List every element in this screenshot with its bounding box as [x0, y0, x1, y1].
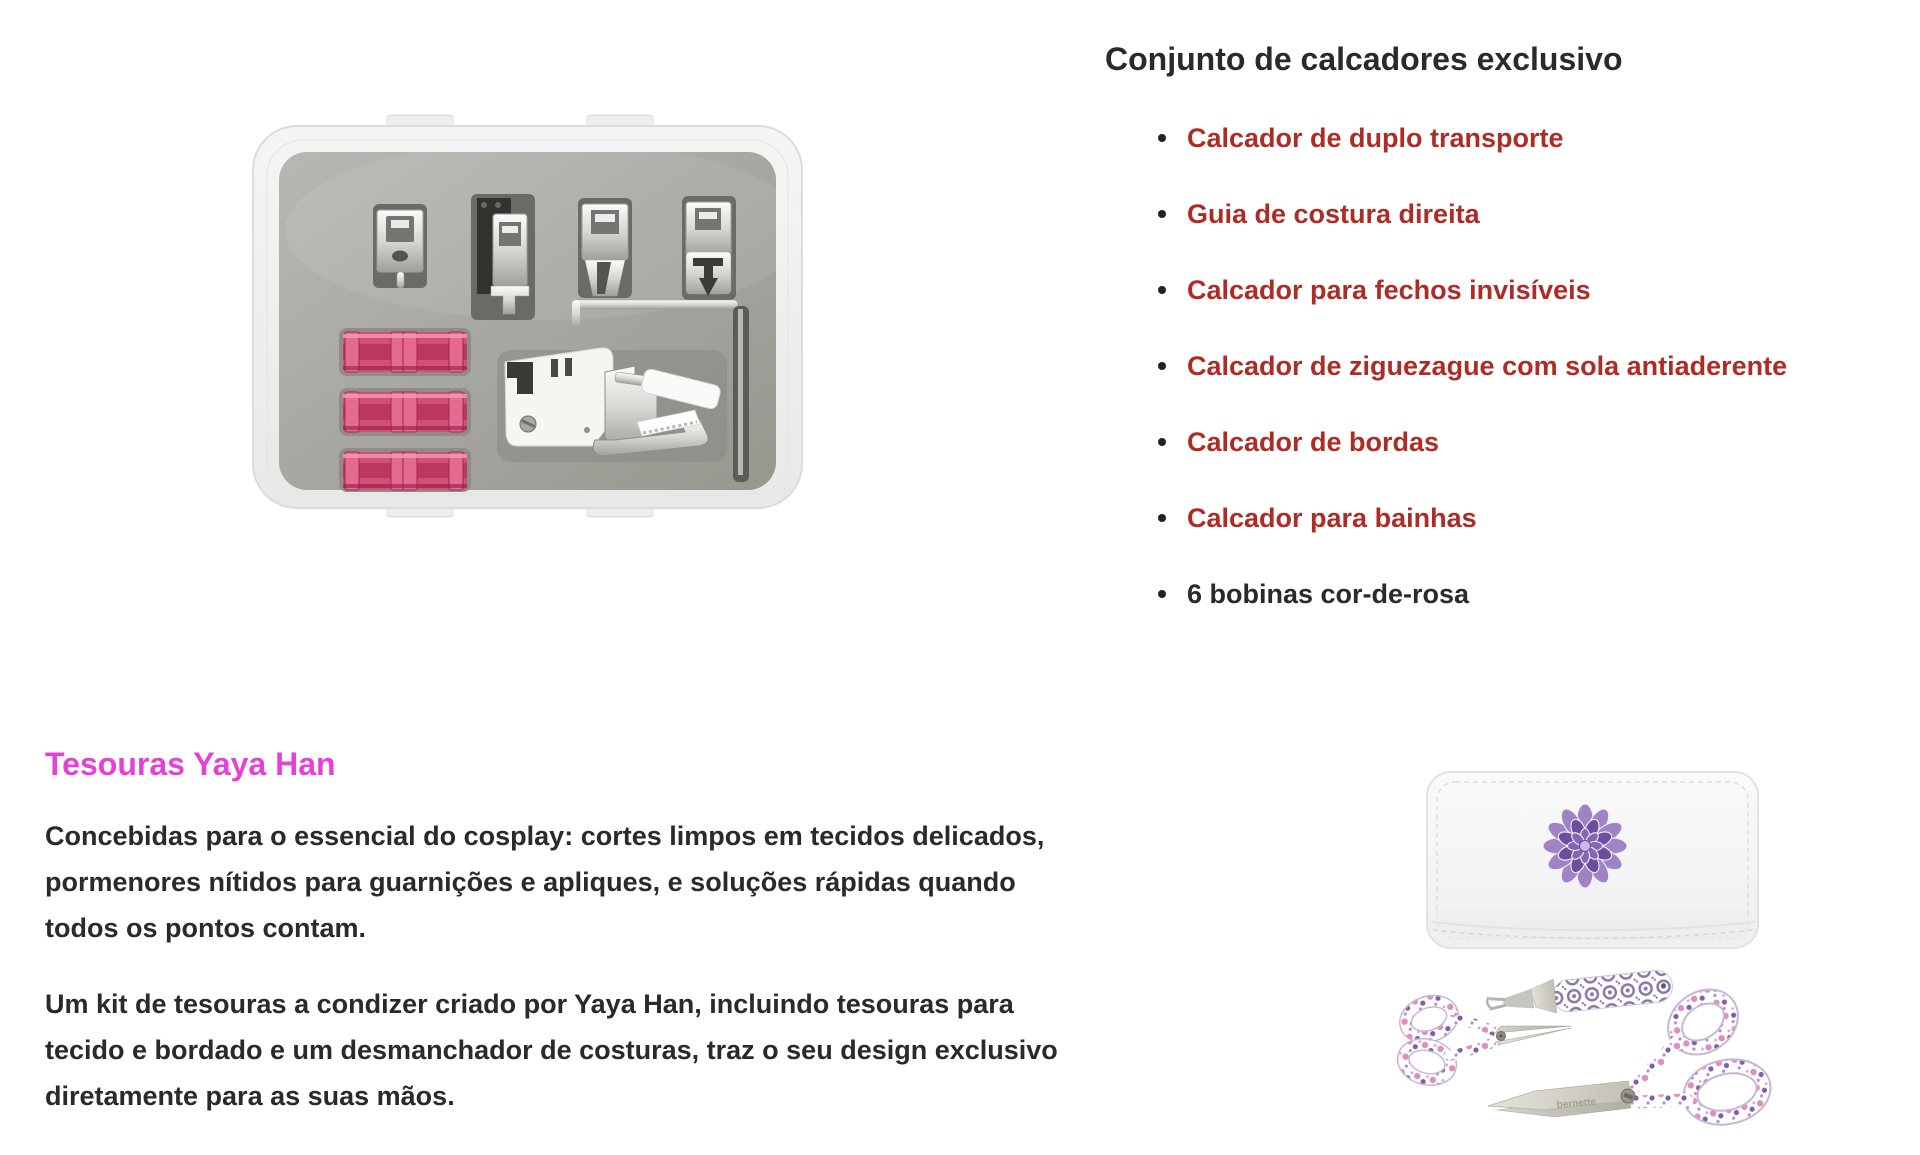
bobbin-row — [339, 388, 471, 436]
bobbin-row — [339, 328, 471, 376]
section-title: Conjunto de calcadores exclusivo — [1105, 41, 1623, 77]
section-title: Tesouras Yaya Han — [45, 746, 336, 782]
blade-brand-text: bernette — [1556, 1096, 1597, 1111]
pink-bobbins — [339, 328, 471, 492]
list-item: Calcador para fechos invisíveis — [1187, 272, 1895, 308]
scissors-kit-image — [1385, 770, 1885, 1150]
bobbin-row — [339, 448, 471, 492]
list-item: Calcador de duplo transporte — [1187, 120, 1895, 156]
seam-ripper — [1485, 967, 1674, 1020]
walking-foot — [497, 348, 727, 462]
list-item: Calcador para bainhas — [1187, 500, 1895, 536]
presser-foot-2 — [471, 194, 535, 320]
feature-list — [1105, 104, 1895, 612]
presser-foot-3 — [578, 198, 632, 298]
presser-foot-1 — [373, 204, 427, 288]
list-item: Calcador de ziguezague com sola antiaderente — [1187, 348, 1895, 384]
list-item: Guia de costura direita — [1187, 196, 1895, 232]
presser-feet-case-image — [245, 110, 810, 522]
scissors-kit-illustration — [1385, 770, 1885, 1150]
yaya-han-section — [45, 745, 1080, 1119]
presser-feet-section — [1105, 40, 1895, 652]
list-item: 6 bobinas cor-de-rosa — [1187, 576, 1895, 612]
presser-foot-4 — [682, 196, 736, 300]
paragraph: Concebidas para o essencial do cosplay: cortes limpos em tecidos delicados, pormenores nítidos para guarnições e apliques, e soluções rápidas quando todos os pontos contam. — [45, 821, 1045, 943]
list-item: Calcador de bordas — [1187, 424, 1895, 460]
presser-feet-case-illustration — [245, 110, 810, 522]
paragraph: Um kit de tesouras a condizer criado por Yaya Han, incluindo tesouras para tecido e bordado e um desmanchador de costuras, traz o seu design exclusivo diretamente para as suas mãos. — [45, 989, 1058, 1111]
